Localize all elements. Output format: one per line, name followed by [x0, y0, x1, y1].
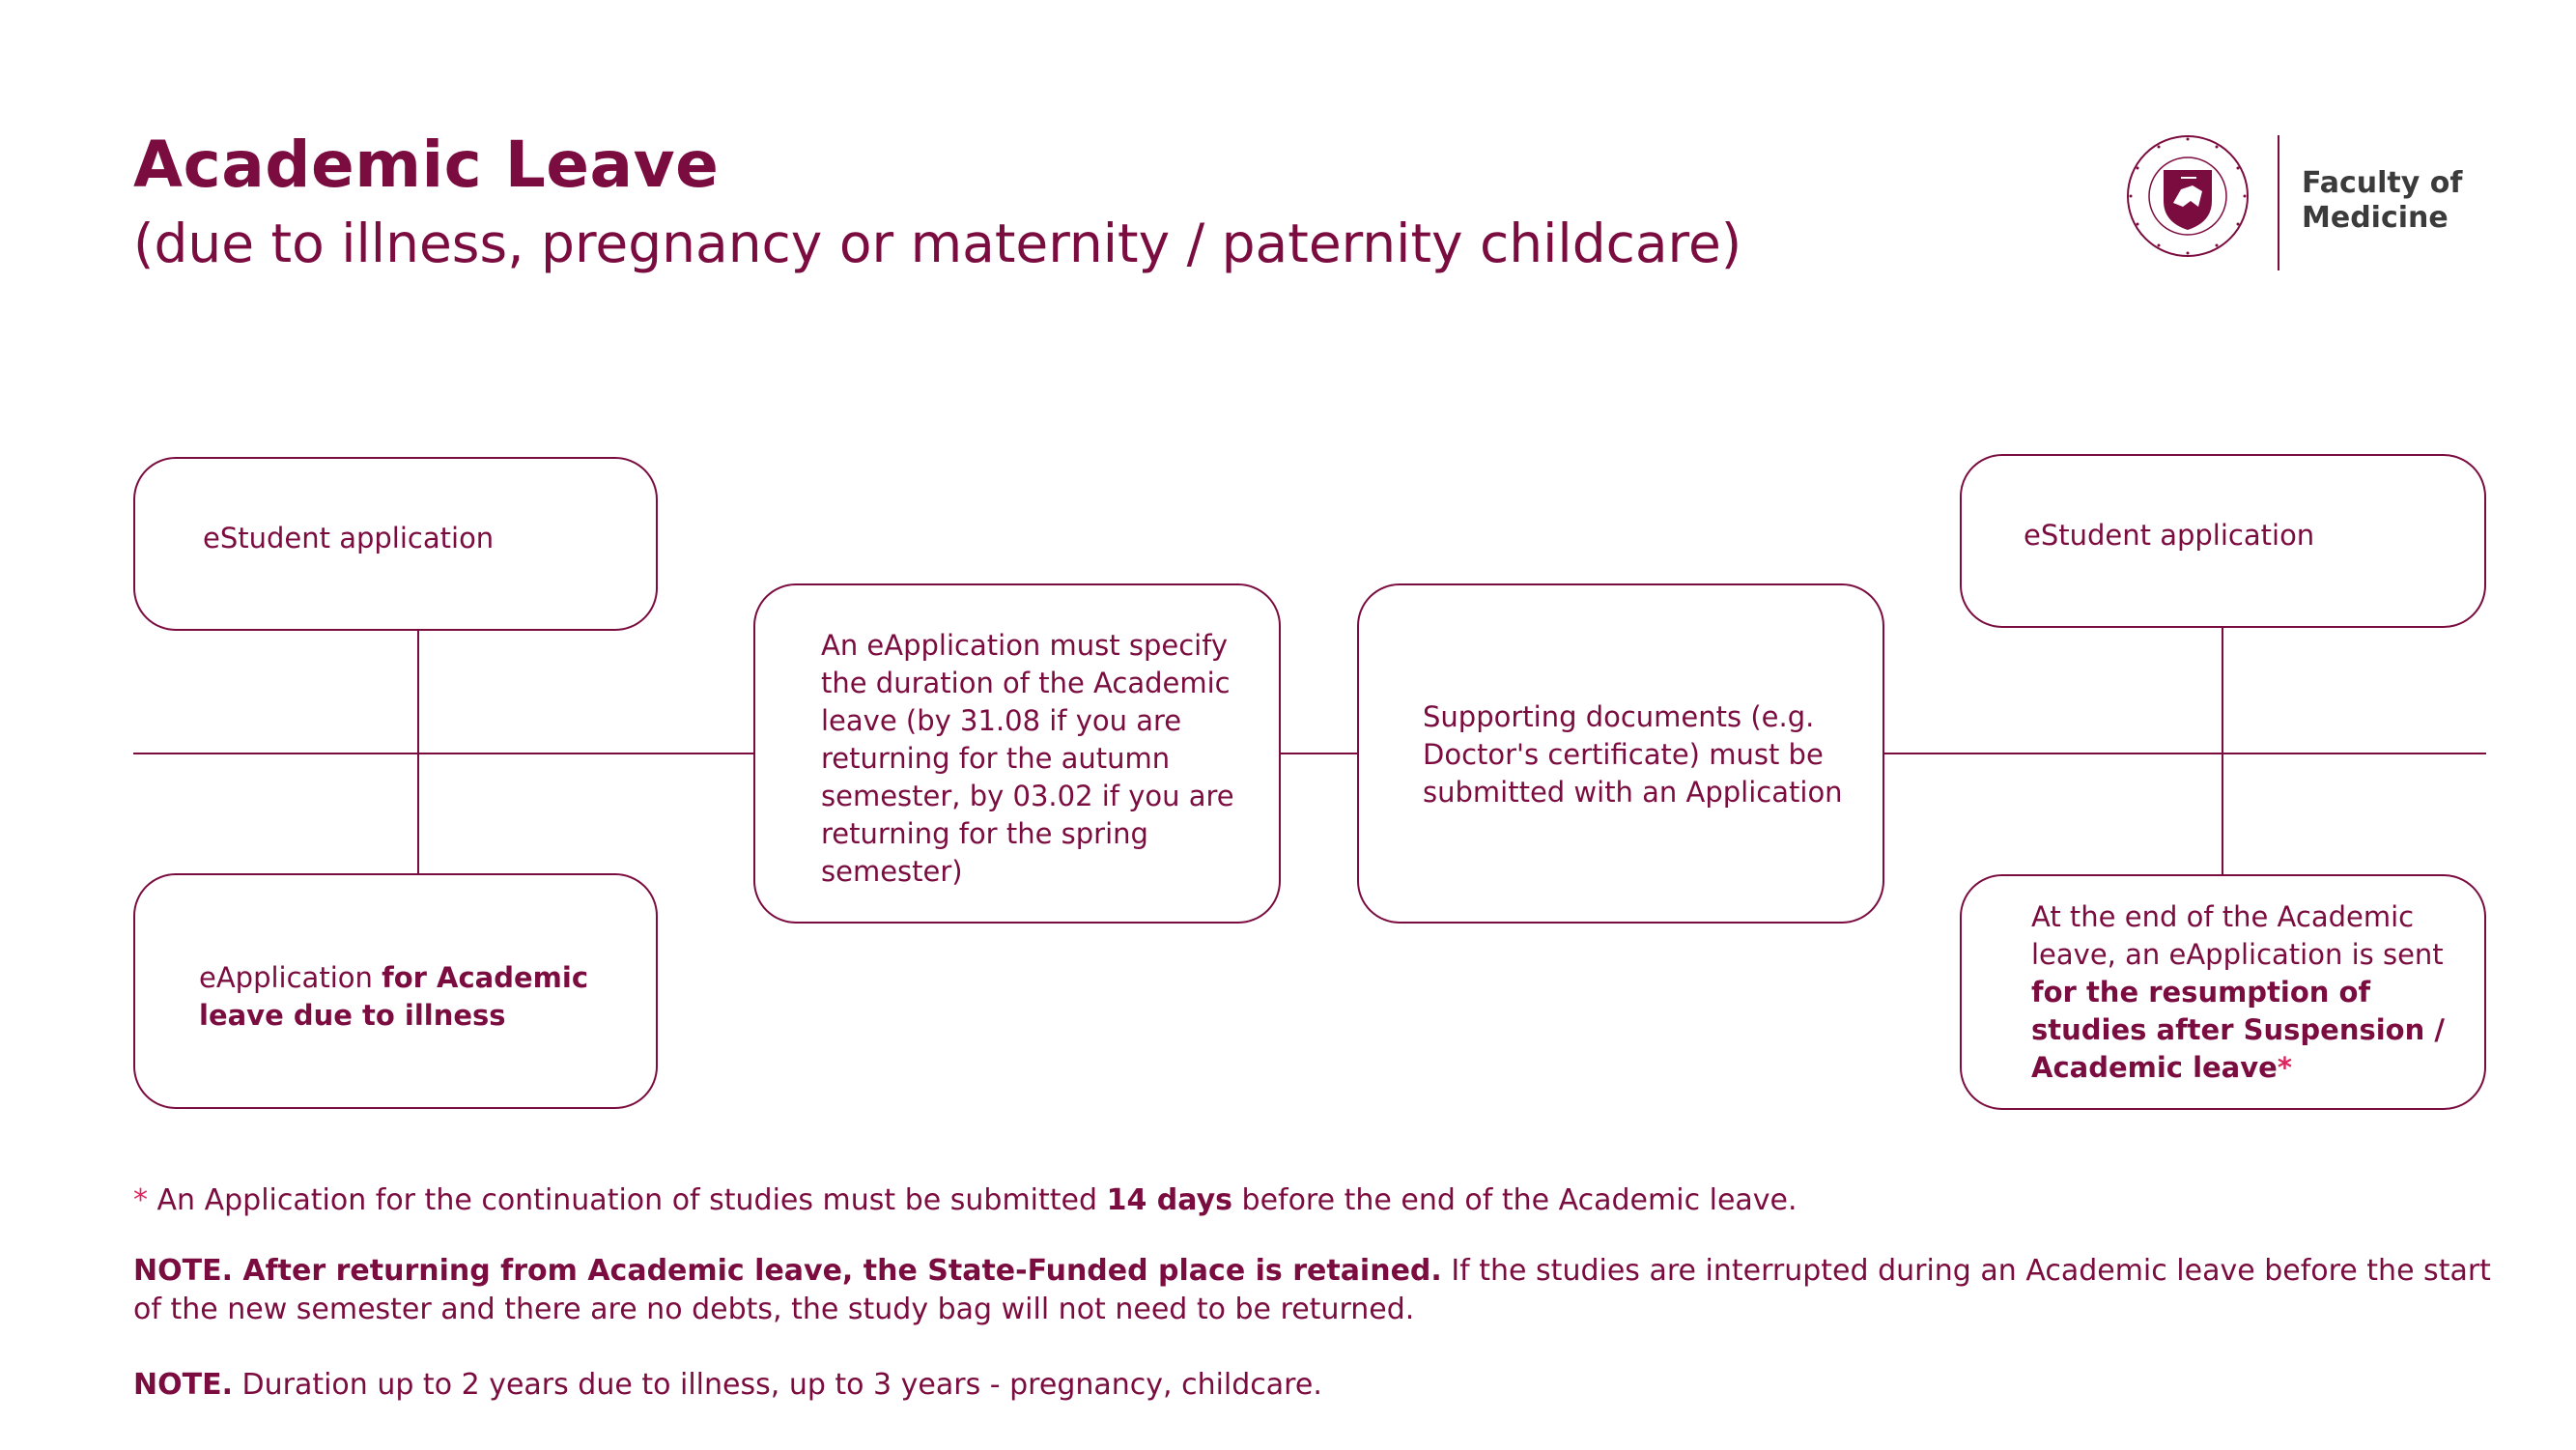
illness-application-box	[133, 873, 658, 1109]
estudent-application-left-text: eStudent application	[203, 522, 495, 554]
resumption-application-box	[1960, 874, 2486, 1110]
footnote-continuation	[133, 1181, 2500, 1220]
note-duration-bold: NOTE.	[133, 1368, 233, 1402]
resumption-asterisk: *	[2277, 1051, 2292, 1084]
faculty-label	[2302, 166, 2462, 236]
illness-prefix: eApplication	[199, 961, 382, 994]
illness-bold: for Academic leave due to illness	[199, 961, 589, 1032]
page-title: Academic Leave	[133, 128, 720, 202]
note-duration	[133, 1366, 2500, 1405]
logo-divider	[2278, 135, 2279, 270]
resumption-application-text	[2031, 898, 2466, 1087]
note-state-funded-text: If the studies are interrupted during an Academic leave before the start of the new semester and there are no debts, the study bag will not need to be returned.	[133, 1254, 2491, 1326]
footnote-text-1: An Application for the continuation of studies must be submitted	[148, 1183, 1107, 1217]
footnote-text-2: before the end of the Academic leave.	[1231, 1183, 1798, 1217]
note-state-funded-bold: NOTE. After returning from Academic leave, the State-Funded place is retained.	[133, 1254, 1442, 1288]
supporting-documents-text: Supporting documents (e.g. Doctor's certificate) must be submitted with an Application	[1423, 700, 1843, 809]
faculty-line-2: Medicine	[2302, 201, 2449, 235]
faculty-line-1: Faculty of	[2302, 166, 2463, 200]
university-seal-icon	[2125, 133, 2250, 276]
estudent-application-box-right	[1960, 454, 2486, 628]
duration-requirement-box	[753, 583, 1281, 924]
estudent-application-box-left	[133, 457, 658, 631]
footnote-asterisk: *	[133, 1183, 148, 1217]
page-subtitle: (due to illness, pregnancy or maternity / paternity childcare)	[133, 213, 1742, 274]
resumption-bold: for the resumption of studies after Suspension / Academic leave	[2031, 976, 2445, 1084]
resumption-prefix: At the end of the Academic leave, an eApplication is sent	[2031, 900, 2444, 971]
illness-application-text	[199, 959, 614, 1035]
supporting-documents-box	[1357, 583, 1884, 924]
footnote-bold: 14 days	[1106, 1183, 1232, 1217]
note-state-funded	[133, 1252, 2500, 1329]
estudent-application-right-text: eStudent application	[2024, 519, 2315, 552]
duration-requirement-text: An eApplication must specify the duration of the Academic leave (by 31.08 if you are returning for the autumn semester, by 03.02 if you are returning for the spring semester)	[821, 629, 1234, 888]
note-duration-text: Duration up to 2 years due to illness, up to 3 years - pregnancy, childcare.	[232, 1368, 1322, 1402]
